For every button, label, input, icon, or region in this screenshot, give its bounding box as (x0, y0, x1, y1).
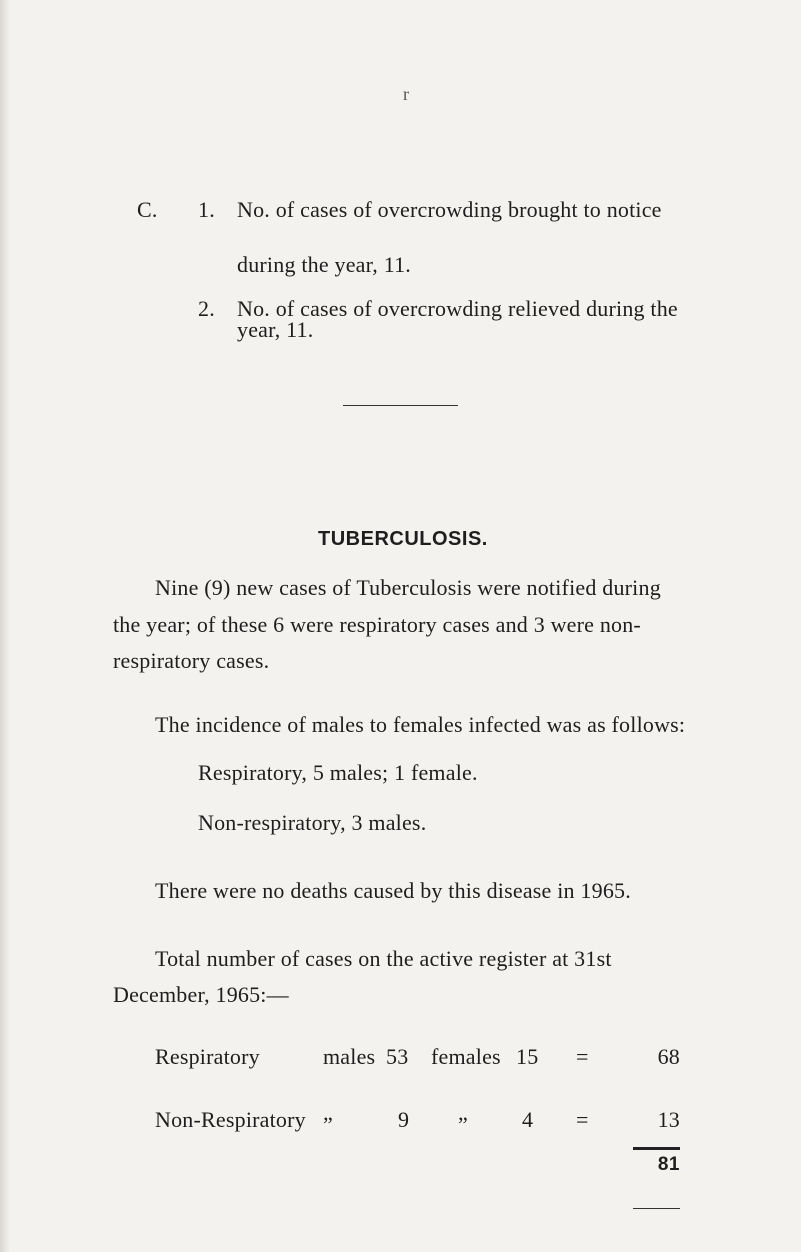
grand-total: 81 (657, 1154, 680, 1175)
incidence-intro: The incidence of males to females infected was as follows: (155, 712, 686, 737)
section-letter: C. (137, 197, 158, 222)
respiratory-incidence: Respiratory, 5 males; 1 female. (198, 760, 478, 785)
item-text-line: during the year, 11. (237, 252, 411, 277)
males-label: males (323, 1044, 376, 1069)
females-count: 15 (516, 1044, 539, 1069)
section-divider (343, 405, 458, 406)
item-text-line: year, 11. (237, 317, 314, 342)
row-label: Respiratory (155, 1044, 260, 1069)
females-label: females (431, 1044, 501, 1069)
males-count: 9 (398, 1107, 410, 1132)
equals-sign: = (576, 1107, 589, 1132)
paragraph-line: respiratory cases. (113, 648, 270, 673)
item-number: 2. (198, 296, 215, 321)
total-underline (633, 1208, 680, 1209)
section-title: TUBERCULOSIS. (318, 528, 488, 550)
males-count: 53 (386, 1044, 409, 1069)
page-edge-shadow (0, 0, 10, 1252)
females-label: „ (458, 1100, 468, 1125)
item-text-line: No. of cases of overcrowding relieved during the (237, 296, 678, 321)
paragraph-line: the year; of these 6 were respiratory cases and 3 were non- (113, 612, 641, 637)
row-total: 13 (657, 1107, 680, 1132)
paragraph-line: Nine (9) new cases of Tuberculosis were notified during (155, 575, 661, 600)
row-label: Non-Respiratory (155, 1107, 306, 1132)
register-line: Total number of cases on the active register at 31st (155, 946, 612, 971)
females-count: 4 (522, 1107, 534, 1132)
sum-rule (633, 1147, 680, 1150)
deaths-statement: There were no deaths caused by this disease in 1965. (155, 878, 631, 903)
item-text-line: No. of cases of overcrowding brought to notice (237, 197, 662, 222)
page-mark: r (403, 84, 409, 104)
register-line: December, 1965:— (113, 982, 289, 1007)
males-label: „ (323, 1100, 333, 1125)
item-number: 1. (198, 197, 215, 222)
row-total: 68 (657, 1044, 680, 1069)
equals-sign: = (576, 1044, 589, 1069)
non-respiratory-incidence: Non-respiratory, 3 males. (198, 810, 427, 835)
